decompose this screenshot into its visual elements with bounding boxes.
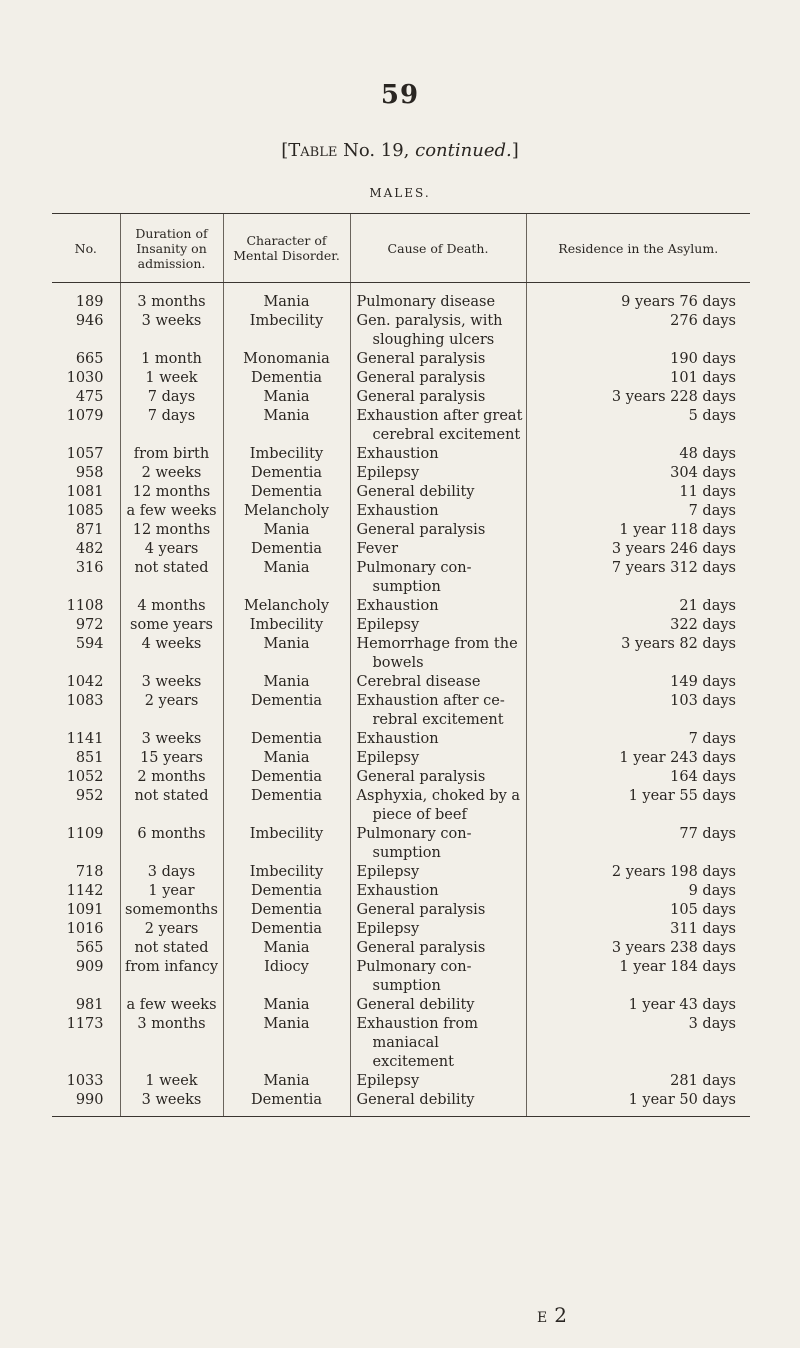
- cell-character: Mania: [223, 673, 350, 692]
- deaths-table: [52, 213, 750, 1117]
- cell-duration: 3 months: [120, 1015, 223, 1072]
- cell-duration: 3 weeks: [120, 1091, 223, 1117]
- cell-no: 482: [75, 541, 104, 557]
- cell-no: 1085: [66, 503, 104, 519]
- cause-text: Cerebral disease: [356, 674, 481, 690]
- cell-character: Idiocy: [223, 958, 350, 996]
- table-row: [52, 749, 750, 768]
- cell-no: 952: [75, 788, 104, 804]
- cell-no: 1052: [66, 769, 104, 785]
- cell-residence: 1 year 55 days: [526, 787, 750, 825]
- cell-character: Melancholy: [223, 502, 350, 521]
- table-row: [52, 312, 750, 350]
- cell-cause: [350, 635, 526, 673]
- cell-cause: [350, 464, 526, 483]
- cell-cause: [350, 996, 526, 1015]
- cell-character: Mania: [223, 996, 350, 1015]
- cell-no: 1042: [66, 674, 104, 690]
- cell-cause: [350, 958, 526, 996]
- cell-character: Imbecility: [223, 312, 350, 350]
- cell-duration: 4 weeks: [120, 635, 223, 673]
- cell-duration: 4 months: [120, 597, 223, 616]
- cause-text: Pulmonary con- sumption: [356, 959, 472, 994]
- cause-text: Hemorrhage from the bowels: [356, 636, 518, 671]
- table-row: [52, 635, 750, 673]
- cell-duration: somemonths: [120, 901, 223, 920]
- cell-residence: 3 years 228 days: [526, 388, 750, 407]
- cell-residence: 9 days: [526, 882, 750, 901]
- cell-duration: 3 months: [120, 283, 223, 313]
- cause-text: Exhaustion: [356, 598, 439, 614]
- cause-text: Epilepsy: [356, 465, 420, 481]
- cell-duration: not stated: [120, 559, 223, 597]
- cell-residence: 1 year 43 days: [526, 996, 750, 1015]
- cell-character: Imbecility: [223, 445, 350, 464]
- cell-no: 909: [75, 959, 104, 975]
- table-row: [52, 863, 750, 882]
- table-row: [52, 673, 750, 692]
- cell-residence: 1 year 184 days: [526, 958, 750, 996]
- cell-character: Mania: [223, 1015, 350, 1072]
- cell-residence: 77 days: [526, 825, 750, 863]
- cell-cause: [350, 445, 526, 464]
- cell-residence: 7 years 312 days: [526, 559, 750, 597]
- cell-cause: [350, 559, 526, 597]
- cell-no: 565: [75, 940, 104, 956]
- cell-no: 1030: [66, 370, 104, 386]
- cell-residence: 276 days: [526, 312, 750, 350]
- cell-duration: a few weeks: [120, 996, 223, 1015]
- cell-character: Dementia: [223, 787, 350, 825]
- cell-cause: [350, 283, 526, 313]
- cell-no: 718: [75, 864, 104, 880]
- table-row: [52, 939, 750, 958]
- cause-text: Exhaustion: [356, 503, 439, 519]
- caption-label: Table: [288, 140, 338, 161]
- cell-cause: [350, 920, 526, 939]
- cell-residence: 3 years 238 days: [526, 939, 750, 958]
- cause-text: Pulmonary con- sumption: [356, 560, 472, 595]
- cell-no: 475: [75, 389, 104, 405]
- cell-cause: [350, 350, 526, 369]
- caption-close-bracket: ]: [511, 140, 519, 161]
- cell-no: 316: [75, 560, 104, 576]
- cell-character: Dementia: [223, 540, 350, 559]
- cell-cause: [350, 863, 526, 882]
- cell-duration: 1 week: [120, 1072, 223, 1091]
- cell-residence: 190 days: [526, 350, 750, 369]
- table-row: [52, 616, 750, 635]
- cause-text: Gen. paralysis, with sloughing ulcers: [356, 313, 503, 348]
- cell-character: Imbecility: [223, 616, 350, 635]
- cell-character: Monomania: [223, 350, 350, 369]
- cell-residence: 311 days: [526, 920, 750, 939]
- cell-cause: [350, 882, 526, 901]
- cell-duration: 4 years: [120, 540, 223, 559]
- cell-character: Dementia: [223, 483, 350, 502]
- cell-cause: [350, 407, 526, 445]
- table-row: [52, 369, 750, 388]
- cell-character: Dementia: [223, 768, 350, 787]
- cell-residence: 103 days: [526, 692, 750, 730]
- cell-residence: 2 years 198 days: [526, 863, 750, 882]
- cell-no: 946: [75, 313, 104, 329]
- cell-cause: [350, 692, 526, 730]
- header-no: No.: [52, 214, 120, 283]
- cell-cause: [350, 673, 526, 692]
- cell-character: Mania: [223, 388, 350, 407]
- cell-duration: not stated: [120, 939, 223, 958]
- cell-residence: 21 days: [526, 597, 750, 616]
- cause-text: Epilepsy: [356, 864, 420, 880]
- cell-cause: [350, 825, 526, 863]
- cause-text: General paralysis: [356, 389, 486, 405]
- cell-no: 665: [75, 351, 104, 367]
- cell-duration: 6 months: [120, 825, 223, 863]
- table-row: [52, 502, 750, 521]
- cell-residence: 3 days: [526, 1015, 750, 1072]
- signature-letter: E: [537, 1310, 549, 1326]
- cell-duration: from birth: [120, 445, 223, 464]
- cell-cause: [350, 768, 526, 787]
- cell-character: Dementia: [223, 369, 350, 388]
- cause-text: General paralysis: [356, 351, 486, 367]
- cell-residence: 149 days: [526, 673, 750, 692]
- cell-character: Imbecility: [223, 863, 350, 882]
- cell-cause: [350, 483, 526, 502]
- cell-no: 594: [75, 636, 104, 652]
- cell-no: 189: [75, 294, 104, 310]
- cause-text: General paralysis: [356, 902, 486, 918]
- cell-character: Mania: [223, 407, 350, 445]
- cell-duration: 2 weeks: [120, 464, 223, 483]
- cell-duration: 3 weeks: [120, 673, 223, 692]
- cell-no: 1033: [66, 1073, 104, 1089]
- table-row: [52, 464, 750, 483]
- cause-text: Exhaustion from maniacal excitement: [356, 1016, 478, 1070]
- page-number: 59: [380, 80, 420, 110]
- cell-character: Dementia: [223, 692, 350, 730]
- cell-no: 1173: [66, 1016, 104, 1032]
- cell-no: 1091: [66, 902, 104, 918]
- cell-duration: some years: [120, 616, 223, 635]
- cause-text: Epilepsy: [356, 750, 420, 766]
- cell-cause: [350, 312, 526, 350]
- table-row: [52, 407, 750, 445]
- cell-no: 972: [75, 617, 104, 633]
- table-row: [52, 825, 750, 863]
- cell-cause: [350, 502, 526, 521]
- signature-mark: [537, 1303, 567, 1327]
- table-row: [52, 521, 750, 540]
- cell-character: Mania: [223, 521, 350, 540]
- cell-no: 1079: [66, 408, 104, 424]
- cell-duration: 15 years: [120, 749, 223, 768]
- cell-no: 1108: [66, 598, 104, 614]
- table-row: [52, 996, 750, 1015]
- cause-text: Asphyxia, choked by a piece of beef: [356, 788, 521, 823]
- caption-continued: continued.: [415, 140, 512, 161]
- cause-text: Epilepsy: [356, 1073, 420, 1089]
- table-row: [52, 388, 750, 407]
- cell-residence: 1 year 243 days: [526, 749, 750, 768]
- table-row: [52, 1072, 750, 1091]
- cell-residence: 304 days: [526, 464, 750, 483]
- cell-character: Dementia: [223, 901, 350, 920]
- cell-residence: 1 year 50 days: [526, 1091, 750, 1117]
- cell-no: 851: [75, 750, 104, 766]
- caption-open-bracket: [: [281, 140, 289, 161]
- cell-residence: 11 days: [526, 483, 750, 502]
- caption-number: No. 19,: [343, 140, 410, 161]
- cell-residence: 7 days: [526, 730, 750, 749]
- table-row: [52, 283, 750, 313]
- cell-cause: [350, 787, 526, 825]
- cell-cause: [350, 616, 526, 635]
- cell-character: Melancholy: [223, 597, 350, 616]
- cause-text: General debility: [356, 997, 475, 1013]
- cell-duration: 1 year: [120, 882, 223, 901]
- cell-residence: 105 days: [526, 901, 750, 920]
- cell-no: 1057: [66, 446, 104, 462]
- table-row: [52, 787, 750, 825]
- cell-duration: 3 weeks: [120, 312, 223, 350]
- cause-text: General paralysis: [356, 769, 486, 785]
- table-row: [52, 882, 750, 901]
- cell-cause: [350, 540, 526, 559]
- cell-cause: [350, 749, 526, 768]
- cell-character: Imbecility: [223, 825, 350, 863]
- cause-text: Exhaustion after ce- rebral excitement: [356, 693, 505, 728]
- cell-duration: 1 month: [120, 350, 223, 369]
- cause-text: Exhaustion after great cerebral excitement: [356, 408, 523, 443]
- cell-no: 1016: [66, 921, 104, 937]
- cause-text: Epilepsy: [356, 617, 420, 633]
- cell-residence: 164 days: [526, 768, 750, 787]
- table-row: [52, 483, 750, 502]
- cell-character: Dementia: [223, 882, 350, 901]
- table-row: [52, 559, 750, 597]
- cell-character: Dementia: [223, 464, 350, 483]
- table-row: [52, 350, 750, 369]
- cell-no: 1141: [66, 731, 104, 747]
- cell-residence: 1 year 118 days: [526, 521, 750, 540]
- table-row: [52, 692, 750, 730]
- cell-duration: 7 days: [120, 407, 223, 445]
- cause-text: General paralysis: [356, 522, 486, 538]
- table-row: [52, 597, 750, 616]
- table-row: [52, 901, 750, 920]
- cell-duration: 2 years: [120, 920, 223, 939]
- cell-residence: 101 days: [526, 369, 750, 388]
- cell-residence: 281 days: [526, 1072, 750, 1091]
- cause-text: General paralysis: [356, 370, 486, 386]
- cell-cause: [350, 1091, 526, 1117]
- cell-duration: 12 months: [120, 483, 223, 502]
- cell-character: Dementia: [223, 730, 350, 749]
- cell-residence: 3 years 246 days: [526, 540, 750, 559]
- cause-text: General debility: [356, 484, 475, 500]
- cell-no: 1109: [66, 826, 104, 842]
- cell-duration: 3 days: [120, 863, 223, 882]
- table-row: [52, 445, 750, 464]
- header-residence: Residence in the Asylum.: [526, 214, 750, 283]
- cause-text: Exhaustion: [356, 883, 439, 899]
- cell-residence: 48 days: [526, 445, 750, 464]
- cell-no: 981: [75, 997, 104, 1013]
- table-row: [52, 540, 750, 559]
- cause-text: Epilepsy: [356, 921, 420, 937]
- cell-residence: 9 years 76 days: [526, 283, 750, 313]
- cell-no: 1081: [66, 484, 104, 500]
- cell-cause: [350, 901, 526, 920]
- cell-duration: 3 weeks: [120, 730, 223, 749]
- cell-no: 958: [75, 465, 104, 481]
- cell-character: Mania: [223, 635, 350, 673]
- cell-residence: 7 days: [526, 502, 750, 521]
- cause-text: Exhaustion: [356, 731, 439, 747]
- cell-character: Dementia: [223, 920, 350, 939]
- cell-duration: 7 days: [120, 388, 223, 407]
- table-caption: [0, 140, 800, 161]
- header-row: [52, 214, 750, 283]
- table-row: [52, 730, 750, 749]
- section-title: MALES.: [369, 186, 431, 200]
- table-row: [52, 1091, 750, 1117]
- header-duration: Duration of Insanity on admission.: [120, 214, 223, 283]
- cell-duration: a few weeks: [120, 502, 223, 521]
- cause-text: Pulmonary disease: [356, 294, 496, 310]
- header-cause: Cause of Death.: [350, 214, 526, 283]
- table-row: [52, 920, 750, 939]
- cell-character: Mania: [223, 559, 350, 597]
- cell-duration: from infancy: [120, 958, 223, 996]
- cell-character: Mania: [223, 1072, 350, 1091]
- cell-residence: 5 days: [526, 407, 750, 445]
- cell-cause: [350, 939, 526, 958]
- cell-residence: 3 years 82 days: [526, 635, 750, 673]
- cell-cause: [350, 388, 526, 407]
- table-row: [52, 1015, 750, 1072]
- cell-cause: [350, 730, 526, 749]
- cell-duration: not stated: [120, 787, 223, 825]
- cause-text: General paralysis: [356, 940, 486, 956]
- cell-no: 1142: [66, 883, 104, 899]
- cell-cause: [350, 1072, 526, 1091]
- cell-cause: [350, 597, 526, 616]
- cell-cause: [350, 521, 526, 540]
- cell-no: 871: [75, 522, 104, 538]
- cell-character: Mania: [223, 939, 350, 958]
- table-row: [52, 768, 750, 787]
- cause-text: General debility: [356, 1092, 475, 1108]
- cause-text: Fever: [356, 541, 399, 557]
- cell-duration: 1 week: [120, 369, 223, 388]
- cell-no: 990: [52, 1091, 120, 1117]
- signature-number: 2: [554, 1303, 567, 1327]
- cell-character: Dementia: [223, 1091, 350, 1117]
- cell-cause: [350, 369, 526, 388]
- cause-text: Exhaustion: [356, 446, 439, 462]
- table-body: [52, 283, 750, 1117]
- table-row: [52, 958, 750, 996]
- cell-cause: [350, 1015, 526, 1072]
- header-character: Character of Mental Disorder.: [223, 214, 350, 283]
- cell-duration: 12 months: [120, 521, 223, 540]
- cause-text: Pulmonary con- sumption: [356, 826, 472, 861]
- cell-character: Mania: [223, 283, 350, 313]
- cell-no: 1083: [66, 693, 104, 709]
- cell-duration: 2 years: [120, 692, 223, 730]
- cell-residence: 322 days: [526, 616, 750, 635]
- cell-duration: 2 months: [120, 768, 223, 787]
- cell-character: Mania: [223, 749, 350, 768]
